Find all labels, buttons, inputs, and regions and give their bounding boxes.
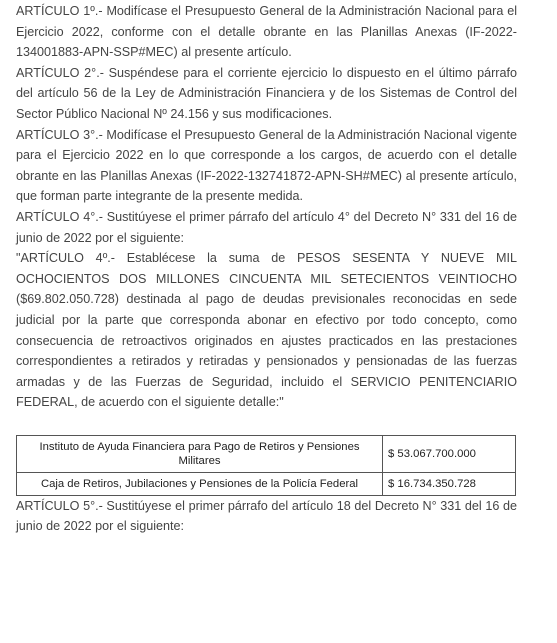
table-row xyxy=(17,472,516,495)
table-cell-entity: Instituto de Ayuda Financiera para Pago de Retiros y Pensiones Militares xyxy=(17,435,383,472)
table-row xyxy=(17,435,516,472)
table-cell-amount: $ 53.067.700.000 xyxy=(383,435,516,472)
article-4: ARTÍCULO 4°.- Sustitúyese el primer párrafo del artículo 4° del Decreto N° 331 del 16 de junio de 2022 por el siguiente: xyxy=(16,209,517,245)
amounts-table xyxy=(16,435,516,496)
article-4-quoted-text: "ARTÍCULO 4º.- Establécese la suma de PESOS SESENTA Y NUEVE MIL OCHOCIENTOS DOS MILLONES CINCUENTA MIL SETECIENTOS VEINTIOCHO ($69.802.050.728) destinada al pago de deudas previsionales reconocidas en sede judicial por la parte que corresponda abonar en efectivo por todo concepto, como consecuencia de retroactivos originados en ajustes practicados en las prestaciones correspondientes a retirados y retiradas y pensionados y pensionadas de las fuerzas armadas y de las Fuerzas de Seguridad, incluido el SERVICIO PENITENCIARIO FEDERAL, de acuerdo con el siguiente detalle:" xyxy=(16,251,517,410)
article-3: ARTÍCULO 3°.- Modifícase el Presupuesto General de la Administración Nacional vigente para el Ejercicio 2022 en lo que corresponde a los cargos, de acuerdo con el detalle obrante en las Planillas Anexas (IF-2022-132741872-APN-SH#MEC) al presente artículo, que forman parte integrante de la presente medida. xyxy=(16,127,517,204)
article-1: ARTÍCULO 1º.- Modifícase el Presupuesto General de la Administración Nacional para el Ejercicio 2022, conforme con el detalle obrante en las Planillas Anexas (IF-2022-134001883-APN-SSP#MEC) al presente artículo. xyxy=(16,4,517,60)
document-body xyxy=(16,1,517,537)
table-cell-entity: Caja de Retiros, Jubilaciones y Pensiones de la Policía Federal xyxy=(17,472,383,495)
article-2: ARTÍCULO 2°.- Suspéndese para el corriente ejercicio lo dispuesto en el último párrafo del artículo 56 de la Ley de Administración Financiera y de los Sistemas de Control del Sector Público Nacional Nº 24.156 y sus modificaciones. xyxy=(16,65,517,121)
article-5: ARTÍCULO 5°.- Sustitúyese el primer párrafo del artículo 18 del Decreto N° 331 del 16 de junio de 2022 por el siguiente: xyxy=(16,498,517,534)
table-cell-amount: $ 16.734.350.728 xyxy=(383,472,516,495)
